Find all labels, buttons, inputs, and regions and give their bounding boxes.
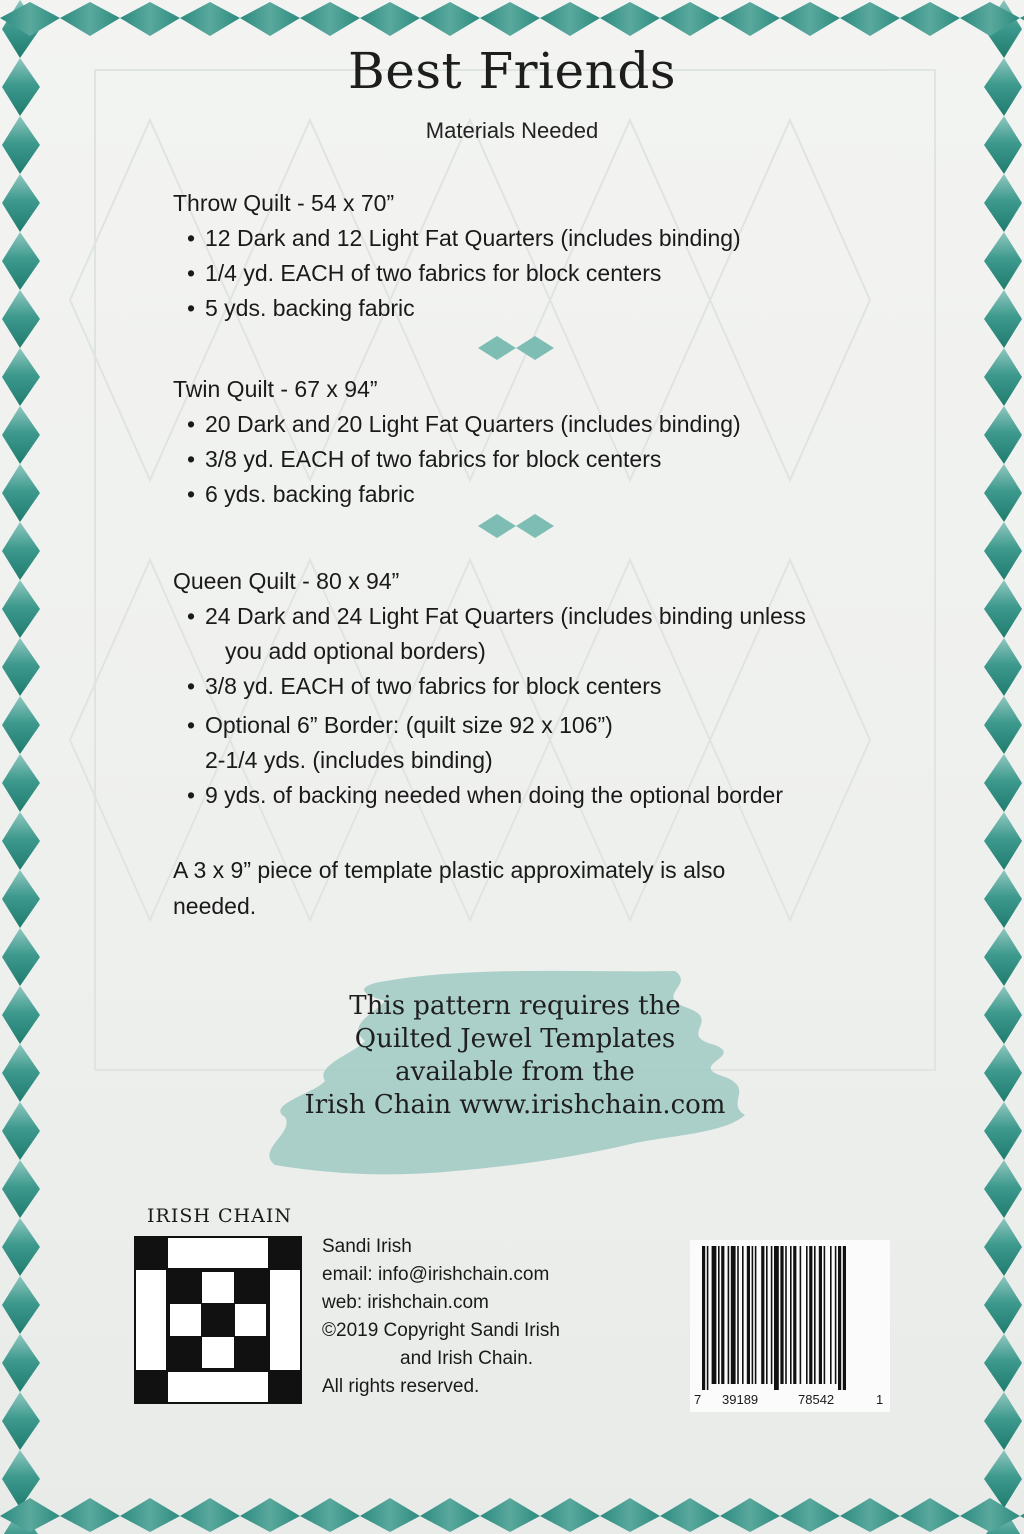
materials-list [173, 407, 933, 512]
border-diamond [420, 2, 480, 36]
border-diamond [2, 580, 40, 638]
border-diamond [540, 2, 600, 36]
border-diamond [300, 1498, 360, 1532]
list-item: • 12 Dark and 12 Light Fat Quarters (includes binding) [187, 221, 933, 256]
diamond-divider [478, 336, 554, 360]
border-diamond [984, 522, 1022, 580]
barcode-digits [690, 1390, 890, 1412]
list-item-continuation: 2-1/4 yds. (includes binding) [205, 747, 493, 773]
rights-text: All rights reserved. [322, 1376, 480, 1397]
border-diamond [720, 1498, 780, 1532]
border-diamond [300, 2, 360, 36]
border-diamond [660, 2, 720, 36]
barcode-bar [731, 1246, 736, 1384]
border-diamond [540, 1498, 600, 1532]
border-diamond [180, 1498, 240, 1532]
border-diamond [984, 870, 1022, 928]
twin-quilt-section [173, 372, 933, 512]
border-diamond [2, 232, 40, 290]
border-diamond [984, 406, 1022, 464]
irish-chain-block-logo [134, 1236, 302, 1404]
barcode-bar [790, 1246, 792, 1384]
border-diamond [660, 1498, 720, 1532]
border-diamond [984, 986, 1022, 1044]
border-diamond [2, 1044, 40, 1102]
border-diamond [420, 1498, 480, 1532]
barcode-bar [824, 1246, 826, 1384]
border-diamond [2, 1218, 40, 1276]
list-item: • 9 yds. of backing needed when doing the optional border [187, 778, 933, 813]
author-name: Sandi Irish [322, 1236, 412, 1257]
list-item: • 5 yds. backing fabric [187, 291, 933, 326]
border-diamond [120, 1498, 180, 1532]
barcode-digit: 39189 [722, 1392, 759, 1407]
border-diamond [984, 928, 1022, 986]
section-heading: Queen Quilt - 80 x 94” [173, 568, 400, 594]
border-diamond [480, 1498, 540, 1532]
border-diamond [984, 580, 1022, 638]
border-diamond [780, 1498, 840, 1532]
diamond-divider [478, 514, 554, 538]
border-diamond [984, 1102, 1022, 1160]
barcode-bar [780, 1246, 783, 1384]
barcode-bar [752, 1246, 754, 1384]
border-diamond [1020, 1498, 1024, 1532]
barcode-bar [819, 1246, 822, 1384]
border-diamond [600, 1498, 660, 1532]
page-title: Best Friends [347, 42, 677, 100]
border-diamond [2, 406, 40, 464]
border-diamond [2, 1276, 40, 1334]
barcode-bar [755, 1246, 757, 1384]
border-diamond [180, 2, 240, 36]
list-item: • 3/8 yd. EACH of two fabrics for block centers [187, 669, 933, 704]
barcode-bar [809, 1246, 812, 1384]
barcode-bar [785, 1246, 787, 1384]
border-diamond [2, 1102, 40, 1160]
border-diamond [240, 1498, 300, 1532]
border-diamond [984, 1276, 1022, 1334]
border-diamond [2, 638, 40, 696]
border-diamond [480, 2, 540, 36]
border-diamond [900, 2, 960, 36]
border-diamond [2, 290, 40, 348]
barcode-bar [718, 1246, 720, 1384]
barcode-bar [712, 1246, 717, 1384]
promo-line: available from the [395, 1057, 635, 1087]
border-diamond [984, 1044, 1022, 1102]
note-line: needed. [173, 893, 257, 919]
border-diamond [984, 1218, 1022, 1276]
barcode-bar [800, 1246, 802, 1384]
border-diamond [600, 2, 660, 36]
materials-list [173, 599, 933, 813]
barcode-digit: 7 [694, 1392, 702, 1407]
border-diamond [2, 928, 40, 986]
promo-line: Quilted Jewel Templates [354, 1024, 676, 1054]
barcode-bar [728, 1246, 730, 1384]
border-diamond [360, 2, 420, 36]
border-diamond [2, 464, 40, 522]
upc-barcode [690, 1240, 890, 1412]
border-diamond [2, 1334, 40, 1392]
barcode-bar [838, 1246, 841, 1390]
border-diamond [984, 464, 1022, 522]
border-diamond [2, 812, 40, 870]
border-diamond [60, 2, 120, 36]
border-diamond [984, 232, 1022, 290]
barcode-bar [737, 1246, 739, 1384]
border-diamond [984, 1334, 1022, 1392]
section-heading: Throw Quilt - 54 x 70” [173, 190, 395, 216]
border-diamond [2, 1160, 40, 1218]
materials-list [173, 221, 933, 326]
border-diamond [2, 522, 40, 580]
barcode-bar [793, 1246, 796, 1384]
barcode-bar [843, 1246, 846, 1390]
border-diamond [984, 174, 1022, 232]
contact-info [322, 1233, 652, 1401]
barcode-bar [702, 1246, 705, 1390]
promo-line: Irish Chain www.irishchain.com [304, 1090, 726, 1120]
barcode-bars [690, 1240, 890, 1390]
border-diamond [240, 2, 300, 36]
border-diamond [780, 2, 840, 36]
border-diamond [360, 1498, 420, 1532]
border-diamond [2, 1392, 40, 1450]
page-subtitle: Materials Needed [425, 118, 599, 143]
note-line: A 3 x 9” piece of template plastic approximately is also [173, 857, 726, 883]
barcode-bar [771, 1246, 773, 1384]
barcode-bar [761, 1246, 764, 1384]
border-diamond [720, 2, 780, 36]
copyright-text: ©2019 Copyright Sandi Irish [322, 1320, 560, 1341]
border-diamond [2, 174, 40, 232]
email-text: email: info@irishchain.com [322, 1264, 550, 1285]
border-diamond [984, 696, 1022, 754]
list-item: • 1/4 yd. EACH of two fabrics for block centers [187, 256, 933, 291]
border-diamond [984, 1392, 1022, 1450]
copyright-text: and Irish Chain. [400, 1348, 534, 1369]
barcode-digit: 1 [876, 1392, 884, 1407]
border-diamond [60, 1498, 120, 1532]
border-diamond [984, 348, 1022, 406]
barcode-bar [766, 1246, 768, 1384]
border-diamond [984, 638, 1022, 696]
border-diamond [2, 986, 40, 1044]
barcode-bar [774, 1246, 779, 1390]
border-diamond [2, 1450, 40, 1508]
brand-name: IRISH CHAIN [147, 1205, 292, 1227]
barcode-bar [835, 1246, 837, 1384]
border-diamond [984, 290, 1022, 348]
border-diamond [2, 754, 40, 812]
border-diamond [840, 2, 900, 36]
barcode-bar [814, 1246, 816, 1384]
throw-quilt-section [173, 186, 933, 326]
border-diamond [2, 870, 40, 928]
border-diamond [984, 1160, 1022, 1218]
list-item: • 6 yds. backing fabric [187, 477, 933, 512]
border-diamond [984, 754, 1022, 812]
queen-quilt-section [173, 564, 933, 813]
border-diamond [2, 696, 40, 754]
barcode-digit: 78542 [798, 1392, 835, 1407]
section-heading: Twin Quilt - 67 x 94” [173, 376, 378, 402]
border-diamond [2, 348, 40, 406]
promo-line: This pattern requires the [349, 991, 681, 1021]
barcode-bar [721, 1246, 724, 1384]
barcode-bar [830, 1246, 832, 1384]
border-diamond [984, 812, 1022, 870]
list-item: • Optional 6” Border: (quilt size 92 x 106”) [187, 708, 933, 743]
border-diamond [900, 1498, 960, 1532]
list-item: • 24 Dark and 24 Light Fat Quarters (includes binding unless [187, 599, 933, 634]
barcode-bar [806, 1246, 808, 1384]
list-item: • 3/8 yd. EACH of two fabrics for block centers [187, 442, 933, 477]
list-item: • 20 Dark and 20 Light Fat Quarters (includes binding) [187, 407, 933, 442]
website-text: web: irishchain.com [322, 1292, 489, 1313]
border-diamond [840, 1498, 900, 1532]
barcode-bar [707, 1246, 709, 1390]
barcode-bar [742, 1246, 744, 1384]
list-item-continuation: you add optional borders) [225, 638, 486, 664]
barcode-bar [747, 1246, 750, 1384]
border-diamond [120, 2, 180, 36]
template-plastic-note [173, 852, 873, 924]
templates-promo [260, 990, 770, 1122]
